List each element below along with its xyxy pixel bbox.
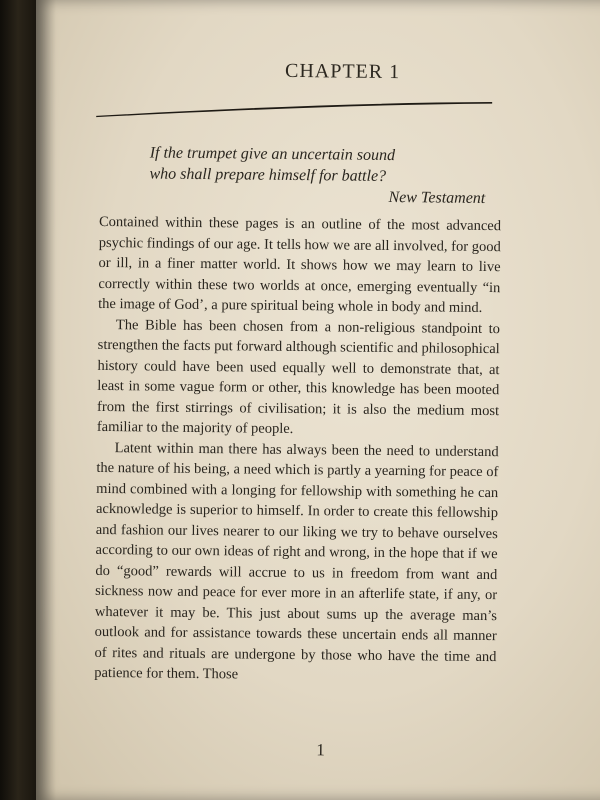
chapter-title: CHAPTER 1 bbox=[284, 59, 401, 84]
epigraph-source: New Testament bbox=[388, 188, 486, 207]
chapter-rule bbox=[96, 94, 492, 122]
epigraph-line: If the trumpet give an uncertain sound bbox=[149, 144, 396, 165]
body-text bbox=[94, 212, 501, 688]
page-number: 1 bbox=[316, 740, 325, 760]
paragraph: Contained within these pages is an outline of the most advanced psychic findings of our age. It tells how we are all involved, for good or ill, in a finer matter world. It shows how we may learn to live correctly within these two worlds at once, emerging eventually “in the image of God’, a pure spiritual being whole in body and mind. bbox=[98, 213, 502, 316]
paragraph: The Bible has been chosen from a non-religious standpoint to strengthen the facts put forward although scientific and philosophical history could have been used equally well to demonstrate that, at least in some vague form or other, this knowledge has been mooted from the first stirrings of civilisation; it is also the medium most familiar to the majority of people. bbox=[96, 316, 501, 437]
epigraph-line: who shall prepare himself for battle? bbox=[149, 165, 387, 185]
page-gutter-shadow bbox=[36, 0, 56, 800]
page-content bbox=[65, 0, 523, 800]
paragraph: Latent within man there has always been the need to understand the nature of his being, a need which is partly a yearning for peace of mind combined with a longing for fellowship with something he can acknowledge is superior to himself. In order to create this fellowship and fashion our lives nearer to our liking we try to behave ourselves according to our own ideas of right and wrong, in the hope that if we do “good” rewards will accrue to us in freedom from want and sickness now and peace for ever more in an afterlife state, if any, or whatever it may be. This just about sums up the average man’s outlook and for assistance towards these uncertain ends all manner of rites and rituals are undergone by those who have the time and patience for them. Those bbox=[94, 439, 499, 683]
epigraph bbox=[149, 142, 490, 209]
